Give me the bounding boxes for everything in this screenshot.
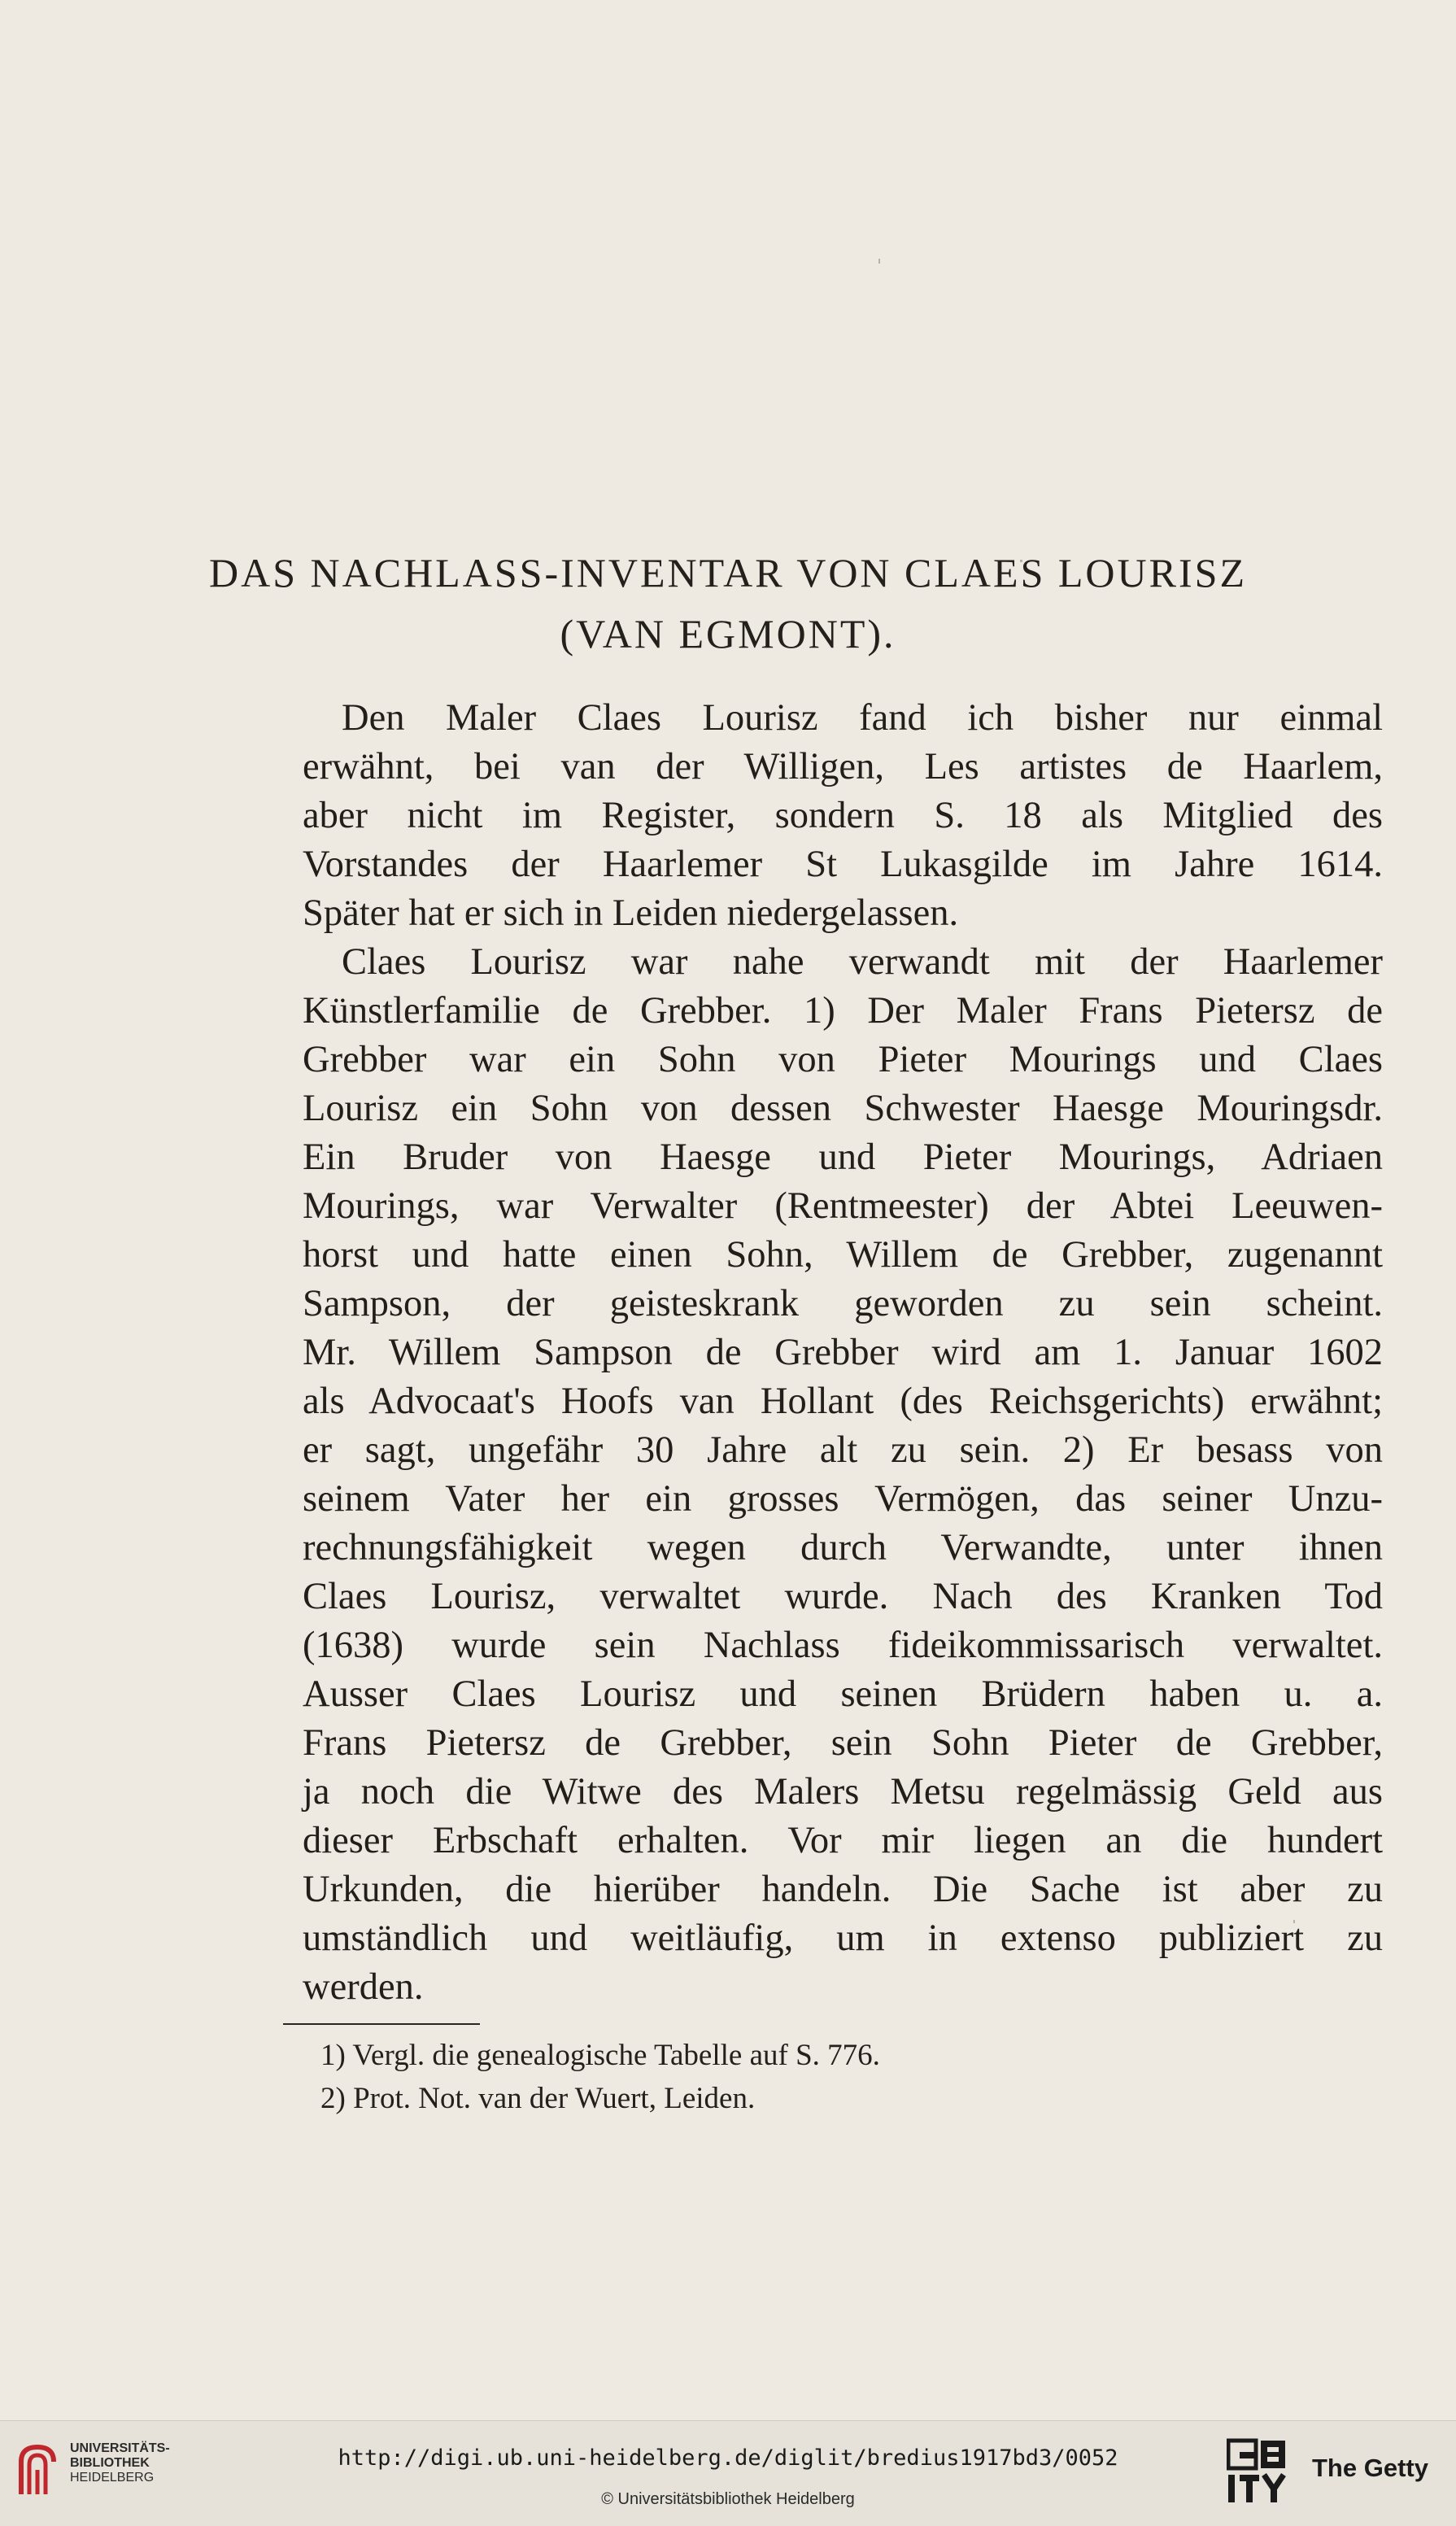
text-line: Claes Lourisz war nahe verwandt mit der Haarlemer (342, 941, 1383, 983)
text-line: Vorstandes der Haarlemer St Lukasgilde im Jahre 1614. (303, 844, 1383, 885)
text-line: werden. (303, 1966, 424, 2008)
footer-bar (0, 2420, 1456, 2526)
text-line: horst und hatte einen Sohn, Willem de Grebber, zugenannt (303, 1234, 1383, 1276)
text-line: Lourisz ein Sohn von dessen Schwester Haesge Mouringsdr. (303, 1088, 1383, 1129)
paragraph-2 (303, 938, 1383, 2012)
text-line: Ausser Claes Lourisz und seinen Brüdern haben u. a. (303, 1673, 1383, 1715)
text-line: (1638) wurde sein Nachlass fideikommissarisch verwaltet. (303, 1625, 1383, 1666)
text-line: umständlich und weitläufig, um in extenso publiziert zu (303, 1917, 1383, 1959)
article-subtitle: (VAN EGMONT). (560, 611, 896, 657)
text-line: ja noch die Witwe des Malers Metsu regelmässig Geld aus (303, 1771, 1383, 1813)
text-line: Urkunden, die hierüber handeln. Die Sache ist aber zu (303, 1869, 1383, 1910)
text-line: Mourings, war Verwalter (Rentmeester) der Abtei Leeuwen- (303, 1185, 1383, 1227)
article-title: DAS NACHLASS-INVENTAR VON CLAES LOURISZ (208, 550, 1247, 596)
text-line: erwähnt, bei van der Willigen, Les artistes de Haarlem, (303, 746, 1383, 787)
text-line: seinem Vater her ein grosses Vermögen, das seiner Unzu- (303, 1478, 1383, 1520)
text-line: Sampson, der geisteskrank geworden zu sein scheint. (303, 1283, 1383, 1324)
text-line: Ein Bruder von Haesge und Pieter Mourings, Adriaen (303, 1136, 1383, 1178)
institution-line: HEIDELBERG (70, 2471, 155, 2485)
text-line: Mr. Willem Sampson de Grebber wird am 1. Januar 1602 (303, 1332, 1383, 1373)
text-line: aber nicht im Register, sondern S. 18 als Mitglied des (303, 795, 1383, 836)
footnote-divider (283, 2023, 480, 2025)
footnote-1: 1) Vergl. die genealogische Tabelle auf S. 776. (320, 2039, 880, 2072)
text-line: Claes Lourisz, verwaltet wurde. Nach des Kranken Tod (303, 1576, 1383, 1617)
footnote-2: 2) Prot. Not. van der Wuert, Leiden. (320, 2082, 756, 2115)
text-line: als Advocaat's Hoofs van Hollant (des Reichsgerichts) erwähnt; (303, 1381, 1383, 1422)
getty-logo-icon[interactable] (1227, 2437, 1288, 2507)
paper-speck (878, 259, 880, 264)
text-line: Später hat er sich in Leiden niedergelassen. (303, 892, 959, 934)
text-line: dieser Erbschaft erhalten. Vor mir liegen an die hundert (303, 1820, 1383, 1861)
partner-name: The Getty (1312, 2454, 1428, 2482)
text-line: er sagt, ungefähr 30 Jahre alt zu sein. 2) Er besass von (303, 1429, 1383, 1471)
text-line: Grebber war ein Sohn von Pieter Mourings und Claes (303, 1039, 1383, 1080)
copyright-notice: © Universitätsbibliothek Heidelberg (601, 2490, 855, 2508)
text-line: Künstlerfamilie de Grebber. 1) Der Maler Frans Pietersz de (303, 990, 1383, 1032)
text-line: rechnungsfähigkeit wegen durch Verwandte, unter ihnen (303, 1527, 1383, 1568)
institution-line: BIBLIOTHEK (70, 2456, 150, 2470)
paragraph-1 (303, 694, 1383, 938)
permalink-url[interactable]: http://digi.ub.uni-heidelberg.de/diglit/bredius1917bd3/0052 (338, 2445, 1118, 2471)
text-line: Frans Pietersz de Grebber, sein Sohn Pieter de Grebber, (303, 1722, 1383, 1764)
text-line: Den Maler Claes Lourisz fand ich bisher nur einmal (342, 697, 1383, 739)
institution-line: UNIVERSITÄTS- (70, 2441, 170, 2455)
